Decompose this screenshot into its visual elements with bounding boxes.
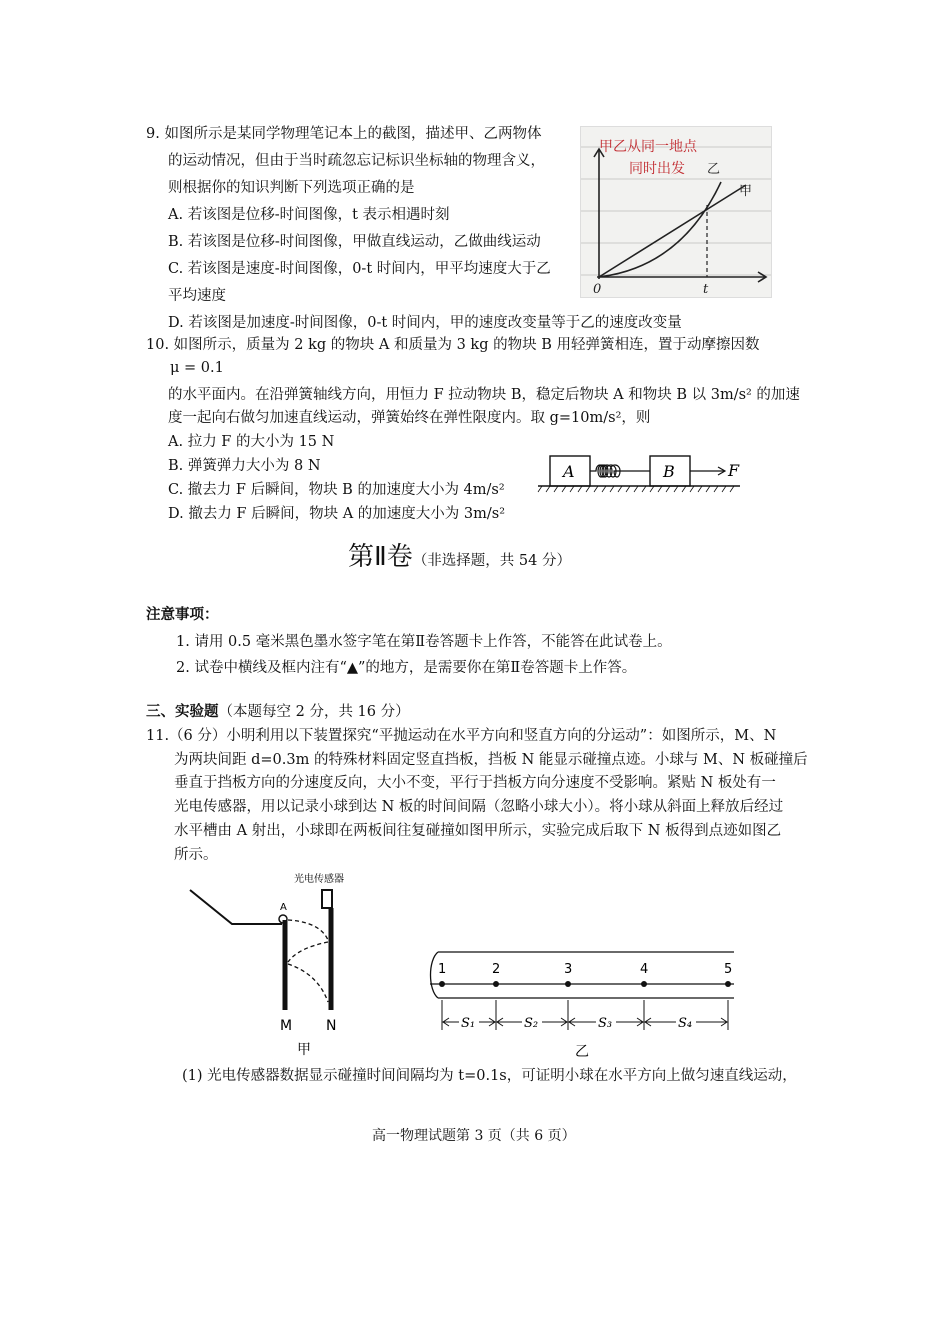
incline-and-groove (190, 890, 282, 924)
q11-line-1: 11.（6 分）小明利用以下装置探究“平抛运动在水平方向和竖直方向的分运动”：如图所示，M、N (146, 728, 777, 744)
fig-jia-caption: 甲 (297, 1042, 311, 1058)
trajectory-3 (288, 964, 328, 1002)
section2-subtitle: （非选择题，共 54 分） (412, 553, 571, 569)
label-origin: 0 (593, 282, 602, 297)
q9-line-3: 则根据你的知识判断下列选项正确的是 (168, 180, 415, 196)
plate-n-label: N (326, 1018, 337, 1034)
block-b-label: B (663, 462, 675, 481)
q10-option-c: C. 撤去力 F 后瞬间，物块 B 的加速度大小为 4m/s² (168, 482, 505, 498)
q9-line-1: 9. 如图所示是某同学物理笔记本上的截图，描述甲、乙两物体 (146, 126, 542, 142)
q11-sub-1: (1) 光电传感器数据显示碰撞时间间隔均为 t=0.1s，可证明小球在水平方向上做匀速直线运动， (182, 1068, 797, 1084)
trace-dot-1 (439, 981, 445, 987)
q10-line-3: 度一起向右做匀加速直线运动，弹簧始终在弹性限度内。取 g=10m/s²，则 (168, 410, 651, 426)
trace-dot-label-3: 3 (564, 962, 573, 977)
q9-option-b: B. 若该图是位移-时间图像，甲做直线运动，乙做曲线运动 (168, 234, 541, 250)
q10-line-1: 10. 如图所示，质量为 2 kg 的物块 A 和质量为 3 kg 的物块 B 用轻弹簧相连，置于动摩擦因数 (146, 337, 760, 353)
q9-option-a: A. 若该图是位移-时间图像，t 表示相遇时刻 (168, 207, 450, 223)
segment-label-4: S₄ (678, 1016, 693, 1031)
trace-dot-label-1: 1 (438, 962, 447, 977)
q11-line-4: 光电传感器，用以记录小球到达 N 板的时间间隔（忽略小球大小）。将小球从斜面上释放后经过 (174, 799, 784, 815)
q9-graph (581, 127, 771, 297)
q11-line-2: 为两块间距 d=0.3m 的特殊材料固定竖直挡板，挡板 N 能显示碰撞点迹。小球与 M、N 板碰撞后 (174, 752, 808, 768)
spring (590, 465, 650, 477)
q11-figure-jia (180, 870, 380, 1060)
trace-dot-5 (725, 981, 731, 987)
q9-line-2: 的运动情况，但由于当时疏忽忘记标识坐标轴的物理含义， (168, 153, 545, 169)
curve-yi (599, 182, 721, 277)
tape-end (431, 952, 439, 998)
q10-mu: μ = 0.1 (170, 360, 224, 376)
q11-line-3: 垂直于挡板方向的分速度反向，大小不变，平行于挡板方向分速度不受影响。紧贴 N 板处有一 (174, 775, 776, 791)
trace-dot-label-2: 2 (492, 962, 501, 977)
trace-dot-label-4: 4 (640, 962, 649, 977)
q9-notebook-figure (580, 126, 772, 298)
segment-label-3: S₃ (598, 1016, 613, 1031)
plate-m-label: M (280, 1018, 293, 1034)
segment-label-2: S₂ (524, 1016, 539, 1031)
notice-item-2: 2. 试卷中横线及框内注有“▲”的地方，是需要你在第Ⅱ卷答题卡上作答。 (176, 660, 637, 676)
q10-option-a: A. 拉力 F 的大小为 15 N (168, 434, 335, 450)
q11-line-5: 水平槽由 A 射出，小球即在两板间往复碰撞如图甲所示，实验完成后取下 N 板得到点迹如图乙 (174, 823, 782, 839)
trace-dot-2 (493, 981, 499, 987)
fig-yi-caption: 乙 (575, 1044, 589, 1060)
force-label: F (728, 461, 740, 480)
q11-figure-yi (420, 950, 740, 1062)
q9-note-line-1: 甲乙从同一地点 (599, 139, 697, 155)
trajectory-1 (288, 920, 328, 940)
q9-option-d: D. 若该图是加速度-时间图像，0-t 时间内，甲的速度改变量等于乙的速度改变量 (168, 315, 682, 331)
sensor-label: 光电传感器 (294, 874, 344, 885)
q9-note-line-2: 同时出发 (629, 161, 685, 177)
photo-sensor (322, 890, 332, 908)
part3-heading: 三、实验题 (146, 704, 219, 720)
section2-title: 第Ⅱ卷 (348, 542, 413, 572)
page-footer: 高一物理试题第 3 页（共 6 页） (372, 1128, 576, 1144)
label-yi: 乙 (707, 162, 721, 177)
block-a-label: A (563, 462, 575, 481)
trace-dot-4 (641, 981, 647, 987)
notice-item-1: 1. 请用 0.5 毫米黑色墨水签字笔在第Ⅱ卷答题卡上作答，不能答在此试卷上。 (176, 634, 672, 650)
trace-dot-label-5: 5 (724, 962, 733, 977)
part3-heading-row (146, 702, 410, 722)
notice-heading: 注意事项： (146, 607, 219, 623)
section2-heading (348, 536, 571, 573)
q10-option-b: B. 弹簧弹力大小为 8 N (168, 458, 321, 474)
point-a-label: A (280, 902, 287, 913)
segment-label-1: S₁ (461, 1016, 476, 1031)
q11-line-6: 所示。 (174, 847, 218, 863)
q10-spring-figure (536, 452, 746, 494)
label-t: t (703, 282, 709, 297)
q9-option-c-cont: 平均速度 (168, 288, 226, 304)
label-jia: 甲 (739, 184, 753, 199)
q10-line-2: 的水平面内。在沿弹簧轴线方向，用恒力 F 拉动物块 B，稳定后物块 A 和物块 B 以 3m/s² 的加速 (168, 387, 800, 403)
trajectory-2 (288, 942, 328, 962)
q9-option-c: C. 若该图是速度-时间图像，0-t 时间内，甲平均速度大于乙 (168, 261, 551, 277)
q10-option-d: D. 撤去力 F 后瞬间，物块 A 的加速度大小为 3m/s² (168, 506, 506, 522)
line-jia (599, 185, 746, 277)
part3-note: （本题每空 2 分，共 16 分） (218, 704, 410, 720)
trace-dot-3 (565, 981, 571, 987)
